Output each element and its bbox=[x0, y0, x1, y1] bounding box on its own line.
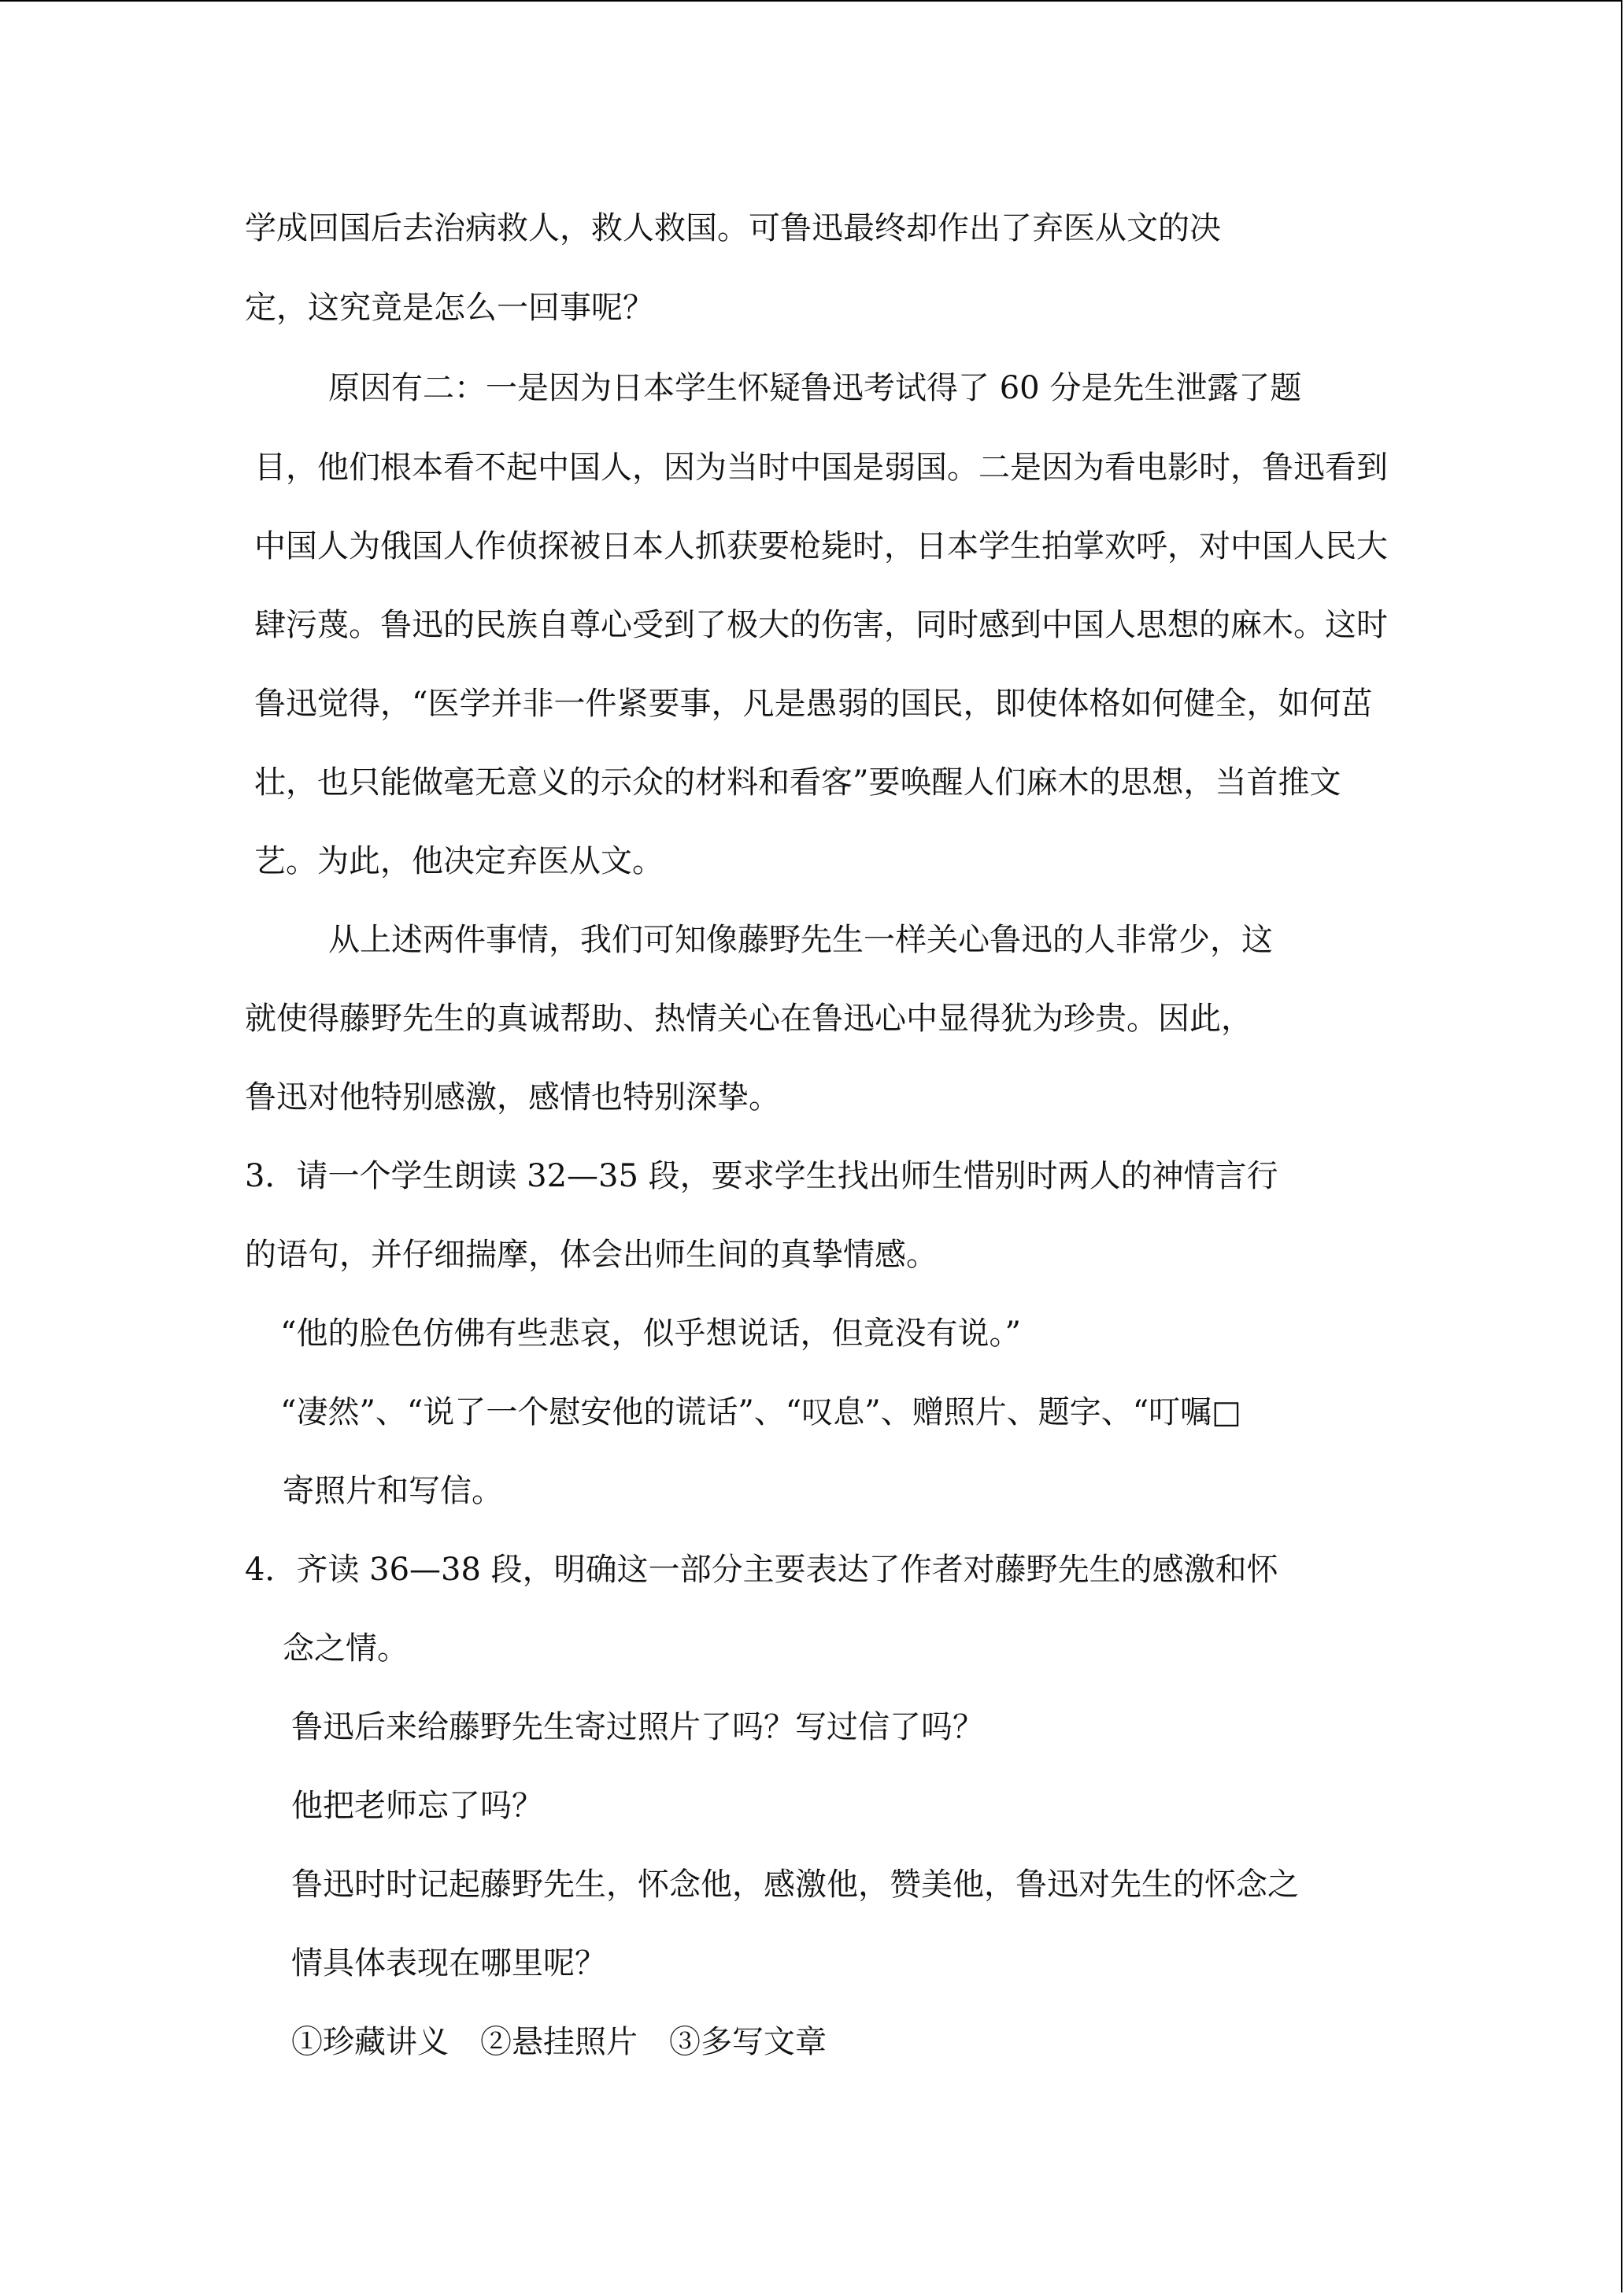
text-line: 念之情。 bbox=[283, 1630, 409, 1667]
text-line: 艺。为此，他决定弃医从文。 bbox=[254, 843, 664, 879]
text-line: ①珍藏讲义 ②悬挂照片 ③多写文章 bbox=[291, 2024, 827, 2060]
text-line: 就使得藤野先生的真诚帮助、热情关心在鲁迅心中显得犹为珍贵。因此， bbox=[245, 1001, 1252, 1037]
text-line: “凄然”、“说了一个慰安他的谎话”、“叹息”、赠照片、题字、“叮嘱□ bbox=[280, 1394, 1241, 1430]
text-line: 的语句，并仔细揣摩，体会出师生间的真挚情感。 bbox=[245, 1237, 938, 1273]
text-line: 中国人为俄国人作侦探被日本人抓获要枪毙时，日本学生拍掌欢呼，对中国人民大 bbox=[254, 528, 1388, 564]
text-line: 壮，也只能做毫无意义的示众的材料和看客”要唤醒人们麻木的思想，当首推文 bbox=[254, 764, 1341, 801]
text-line: 鲁迅对他特别感激，感情也特别深挚。 bbox=[245, 1079, 780, 1116]
text-line: 学成回国后去治病救人，救人救国。可鲁迅最终却作出了弃医从文的决 bbox=[245, 210, 1221, 246]
text-line: 肆污蔑。鲁迅的民族自尊心受到了极大的伤害，同时感到中国人思想的麻木。这时 bbox=[254, 607, 1388, 643]
text-line: 定，这究竟是怎么一回事呢？ bbox=[245, 290, 654, 326]
text-line: 目，他们根本看不起中国人，因为当时中国是弱国。二是因为看电影时，鲁迅看到 bbox=[254, 450, 1388, 486]
text-line: 3．请一个学生朗读 32—35 段，要求学生找出师生惜别时两人的神情言行 bbox=[245, 1158, 1278, 1194]
text-line: 情具体表现在哪里呢？ bbox=[291, 1945, 606, 1981]
text-line: “他的脸色仿佛有些悲哀，似乎想说话，但竟没有说。” bbox=[280, 1315, 1021, 1352]
text-line: 鲁迅觉得，“医学并非一件紧要事，凡是愚弱的国民，即使体格如何健全，如何茁 bbox=[254, 686, 1373, 722]
text-line: 寄照片和写信。 bbox=[283, 1473, 503, 1509]
text-line: 鲁迅时时记起藤野先生，怀念他，感激他，赞美他，鲁迅对先生的怀念之 bbox=[291, 1867, 1299, 1903]
text-line: 4．齐读 36—38 段，明确这一部分主要表达了作者对藤野先生的感激和怀 bbox=[245, 1552, 1278, 1588]
text-line: 他把老师忘了吗？ bbox=[291, 1788, 543, 1824]
text-line: 鲁迅后来给藤野先生寄过照片了吗？写过信了吗？ bbox=[291, 1709, 984, 1745]
text-line: 从上述两件事情，我们可知像藤野先生一样关心鲁迅的人非常少，这 bbox=[328, 922, 1273, 958]
text-line: 原因有二：一是因为日本学生怀疑鲁迅考试得了 60 分是先生泄露了题 bbox=[328, 370, 1302, 406]
